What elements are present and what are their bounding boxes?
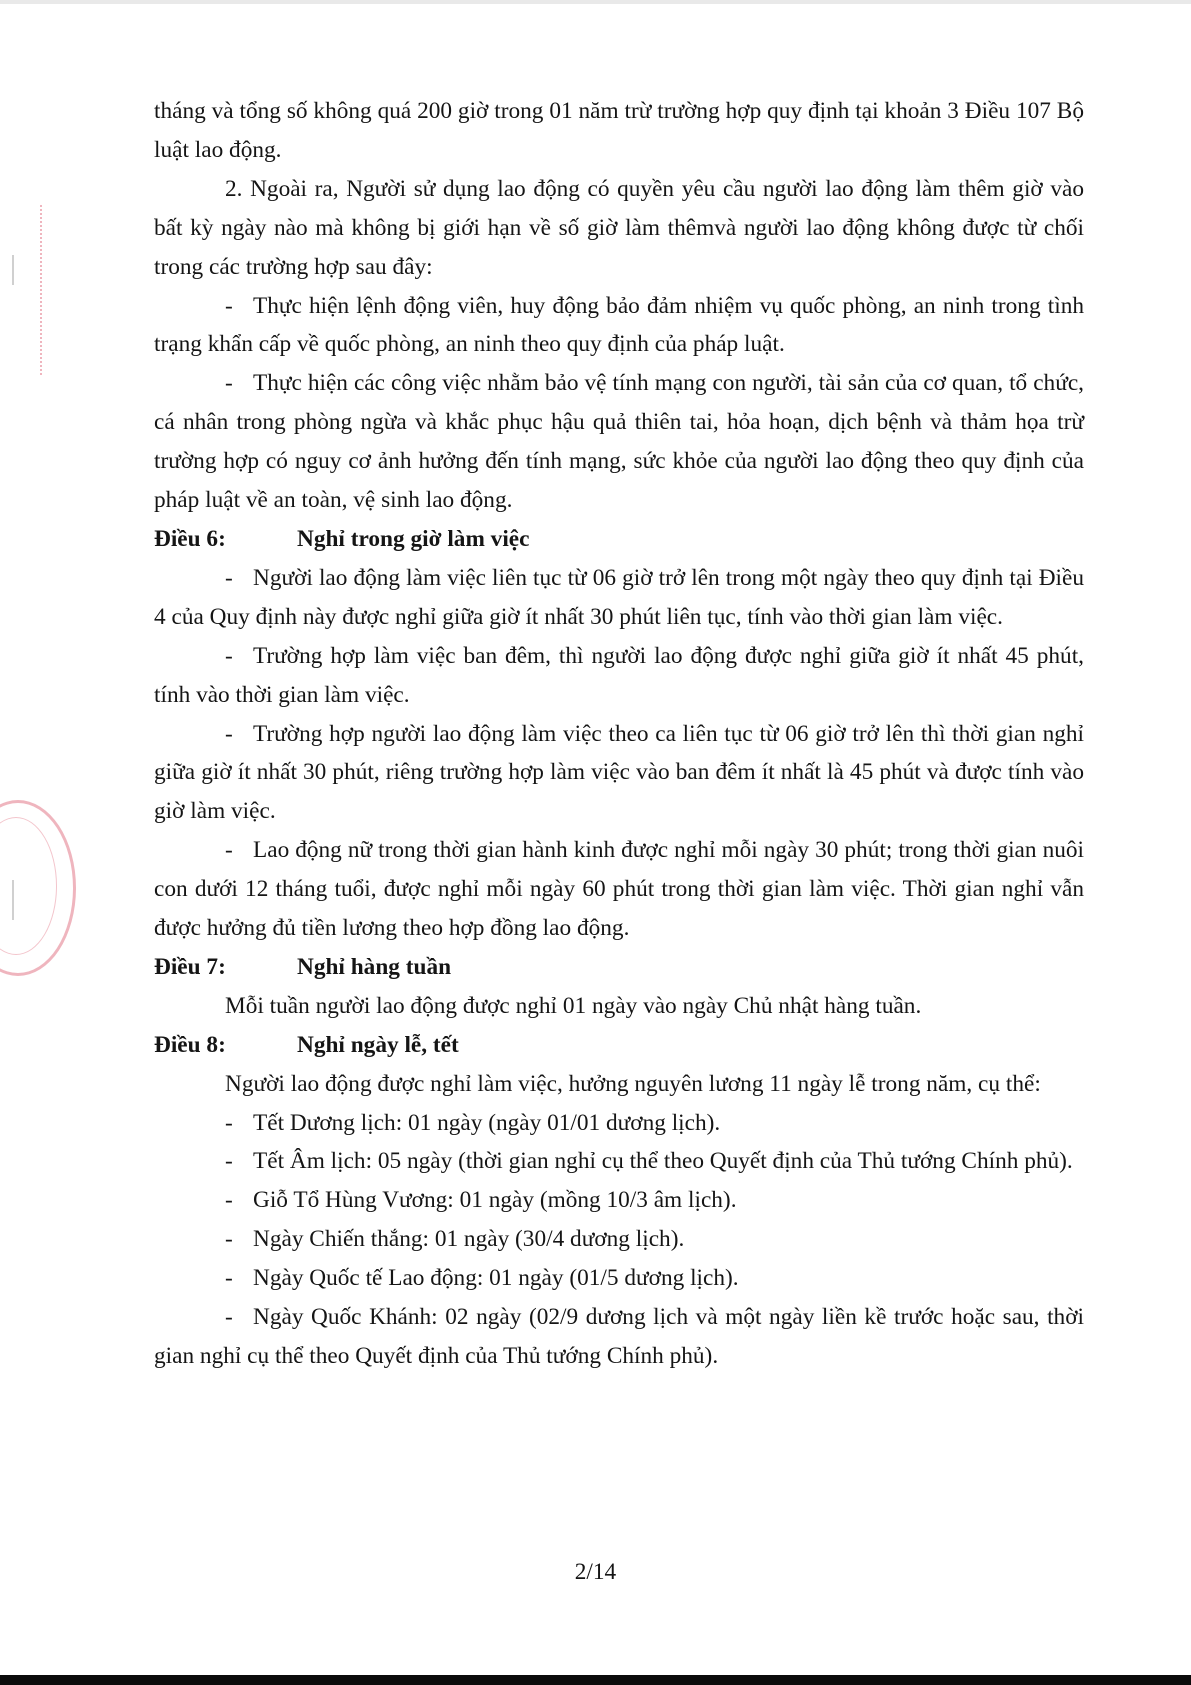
article-title: Nghỉ ngày lễ, tết [297,1031,459,1058]
paragraph [154,170,1084,287]
list-item [154,1104,1084,1143]
article-number: Điều 6: [154,525,226,552]
article-number: Điều 8: [154,1031,226,1058]
article-heading [154,1026,1084,1065]
paragraph-text: Ngày Quốc tế Lao động: 01 ngày (01/5 dương lịch). [253,1265,739,1292]
list-item [154,1181,1084,1220]
paragraph-text: Trường hợp làm việc ban đêm, thì người lao động được nghỉ giữa giờ ít nhất 45 phút, tính vào thời gian làm việc. [154,642,1084,708]
list-item [154,831,1084,948]
list-item [154,637,1084,715]
dash-bullet: - [225,1304,233,1331]
list-item [154,1298,1084,1376]
list-item [154,1259,1084,1298]
dash-bullet: - [225,1109,233,1136]
paragraph-text: Lao động nữ trong thời gian hành kinh được nghỉ mỗi ngày 30 phút; trong thời gian nuôi con dưới 12 tháng tuổi, được nghỉ mỗi ngày 60 phút trong thời gian làm việc. Thời gian nghỉ vẫn được hưởng đủ tiền lương theo hợp đồng lao động. [154,837,1084,942]
paragraph [154,92,1084,170]
list-item [154,287,1084,365]
list-item [154,1220,1084,1259]
dash-bullet: - [225,1148,233,1175]
scan-mark [12,880,14,920]
paragraph-text: Trường hợp người lao động làm việc theo ca liên tục từ 06 giờ trở lên thì thời gian nghỉ giữa giờ ít nhất 30 phút, riêng trường hợp làm việc vào ban đêm ít nhất là 45 phút và được tính vào giờ làm việc. [154,720,1084,825]
list-item [154,1142,1084,1181]
paragraph-text: Tết Dương lịch: 01 ngày (ngày 01/01 dương lịch). [253,1109,721,1136]
list-item [154,559,1084,637]
scan-mark [12,255,14,285]
paragraph-text: Mỗi tuần người lao động được nghỉ 01 ngày vào ngày Chủ nhật hàng tuần. [225,992,922,1019]
dash-bullet: - [225,1265,233,1292]
document-body [154,92,1084,1376]
article-heading [154,948,1084,987]
article-title: Nghỉ trong giờ làm việc [297,525,530,552]
dash-bullet: - [225,564,233,591]
dash-bullet: - [225,370,233,397]
paragraph-text: Ngày Quốc Khánh: 02 ngày (02/9 dương lịch và một ngày liền kề trước hoặc sau, thời gian nghỉ cụ thể theo Quyết định của Thủ tướng Chính phủ). [154,1304,1084,1369]
paragraph-text: Ngày Chiến thắng: 01 ngày (30/4 dương lịch). [253,1226,685,1253]
list-item [154,364,1084,520]
article-heading [154,520,1084,559]
dash-bullet: - [225,837,233,864]
dash-bullet: - [225,1226,233,1253]
article-title: Nghỉ hàng tuần [297,953,452,980]
dash-bullet: - [225,292,233,319]
page-number: 2/14 [574,1559,617,1585]
paragraph-text: Thực hiện lệnh động viên, huy động bảo đảm nhiệm vụ quốc phòng, an ninh trong tình trạng khẩn cấp về quốc phòng, an ninh theo quy định của pháp luật. [154,292,1084,358]
paragraph-text: tháng và tổng số không quá 200 giờ trong 01 năm trừ trường hợp quy định tại khoản 3 Điều 107 Bộ luật lao động. [154,98,1084,163]
paragraph-text: Người lao động làm việc liên tục từ 06 giờ trở lên trong một ngày theo quy định tại Điều 4 của Quy định này được nghỉ giữa giờ ít nhất 30 phút liên tục, tính vào thời gian làm việc. [154,564,1084,630]
paragraph-text: Thực hiện các công việc nhằm bảo vệ tính mạng con người, tài sản của cơ quan, tổ chức, cá nhân trong phòng ngừa và khắc phục hậu quả thiên tai, hỏa hoạn, dịch bệnh và thảm họa trừ trường hợp có nguy cơ ảnh hưởng đến tính mạng, sức khỏe của người lao động theo quy định của pháp luật về an toàn, vệ sinh lao động. [154,370,1084,514]
red-seal-fragment-top [0,205,42,375]
paragraph-text: Giỗ Tổ Hùng Vương: 01 ngày (mồng 10/3 âm lịch). [253,1187,737,1214]
dash-bullet: - [225,720,233,747]
article-number: Điều 7: [154,953,226,980]
scan-edge-top [0,0,1191,4]
dash-bullet: - [225,1187,233,1214]
dash-bullet: - [225,642,233,669]
paragraph-text: Tết Âm lịch: 05 ngày (thời gian nghỉ cụ thể theo Quyết định của Thủ tướng Chính phủ). [253,1148,1073,1175]
paragraph [154,1065,1084,1104]
list-item [154,715,1084,832]
scan-edge-bottom [0,1675,1191,1685]
paragraph-text: 2. Ngoài ra, Người sử dụng lao động có quyền yêu cầu người lao động làm thêm giờ vào bất kỳ ngày nào mà không bị giới hạn về số giờ làm thêmvà người lao động không được từ chối trong các trường hợp sau đây: [154,175,1084,280]
paragraph-text: Người lao động được nghỉ làm việc, hưởng nguyên lương 11 ngày lễ trong năm, cụ thể: [225,1070,1041,1097]
paragraph [154,987,1084,1026]
